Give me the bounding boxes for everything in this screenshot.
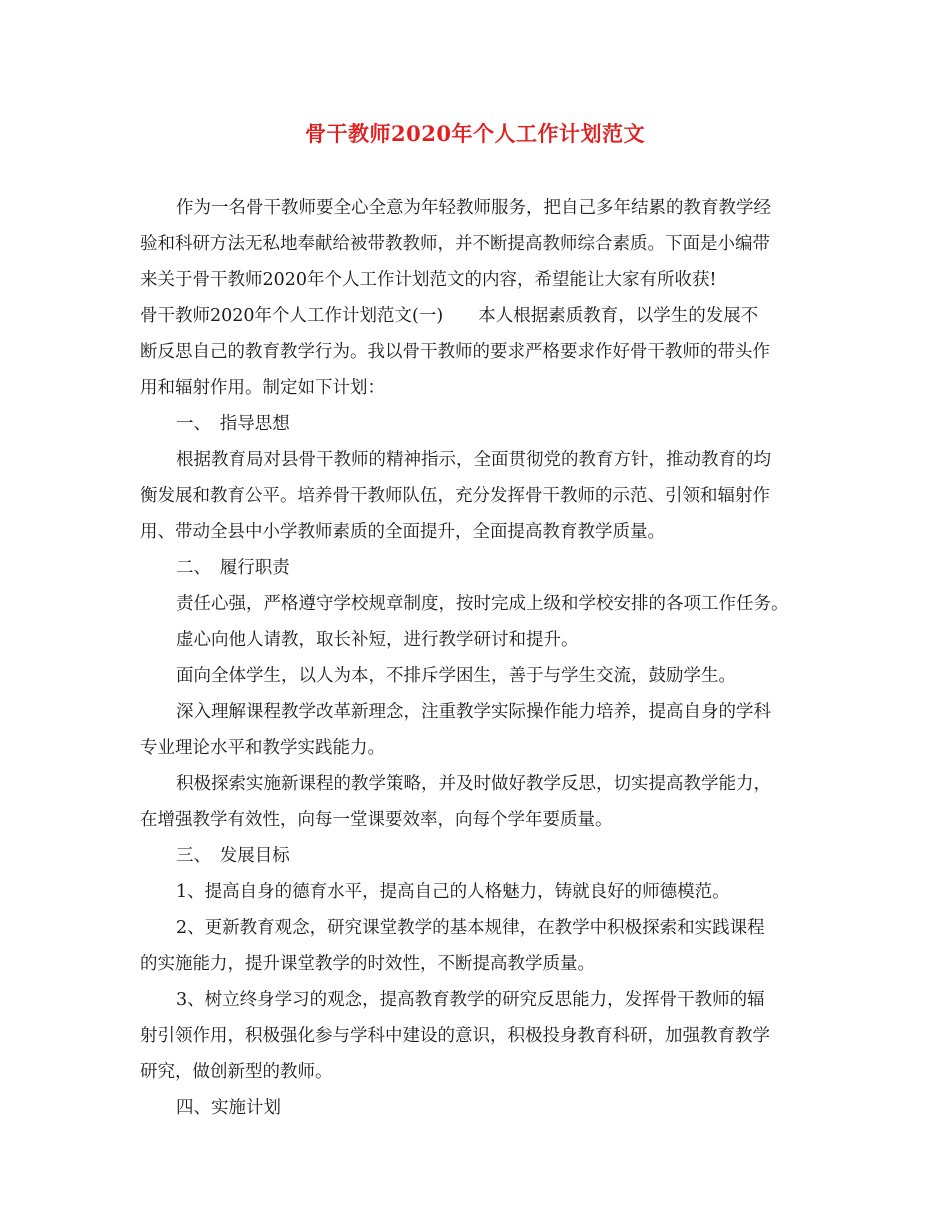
body-line: 作为一名骨干教师要全心全意为年轻教师服务，把自己多年结累的教育教学经	[176, 198, 771, 218]
body-line: 根据教育局对县骨干教师的精神指示，全面贯彻党的教育方针，推动教育的均	[176, 450, 771, 470]
body-line: 2、更新教育观念，研究课堂教学的基本规律，在教学中积极探索和实践课程	[176, 918, 765, 938]
section-heading: 一、 指导思想	[176, 414, 290, 434]
section-heading: 三、 发展目标	[176, 846, 290, 866]
body-line: 的实施能力，提升课堂教学的时效性，不断提高教学质量。	[140, 954, 595, 974]
body-line: 用和辐射作用。制定如下计划：	[140, 378, 385, 398]
body-line: 积极探索实施新课程的教学策略，并及时做好教学反思，切实提高教学能力，	[176, 774, 771, 794]
body-line: 1、提高自身的德育水平，提高自己的人格魅力，铸就良好的师德模范。	[176, 882, 730, 902]
body-line: 验和科研方法无私地奉献给被带教教师，并不断提高教师综合素质。下面是小编带	[140, 234, 770, 254]
body-line: 在增强教学有效性，向每一堂课要效率，向每个学年要质量。	[140, 810, 613, 830]
body-line: 3、树立终身学习的观念，提高教育教学的研究反思能力，发挥骨干教师的辐	[176, 990, 765, 1010]
body-line: 专业理论水平和教学实践能力。	[140, 738, 385, 758]
body-line: 断反思自己的教育教学行为。我以骨干教师的要求严格要求作好骨干教师的带头作	[140, 342, 770, 362]
document-title: 骨干教师2020年个人工作计划范文	[305, 121, 645, 146]
body-line: 用、带动全县中小学教师素质的全面提升，全面提高教育教学质量。	[140, 522, 665, 542]
body-line: 责任心强，严格遵守学校规章制度，按时完成上级和学校安排的各项工作任务。	[176, 594, 789, 614]
section-heading: 四、实施计划	[176, 1098, 281, 1118]
body-line: 衡发展和教育公平。培养骨干教师队伍，充分发挥骨干教师的示范、引领和辐射作	[140, 486, 770, 506]
body-line: 深入理解课程教学改革新理念，注重教学实际操作能力培养，提高自身的学科	[176, 702, 771, 722]
section-heading: 二、 履行职责	[176, 558, 290, 578]
body-line: 虚心向他人请教，取长补短，进行教学研讨和提升。	[176, 630, 579, 650]
body-line: 骨干教师2020年个人工作计划范文(一) 本人根据素质教育，以学生的发展不	[140, 306, 759, 326]
body-line: 面向全体学生，以人为本，不排斥学困生，善于与学生交流，鼓励学生。	[176, 666, 736, 686]
body-line: 来关于骨干教师2020年个人工作计划范文的内容，希望能让大家有所收获!	[140, 270, 717, 290]
body-line: 研究，做创新型的教师。	[140, 1062, 333, 1082]
body-line: 射引领作用，积极强化参与学科中建设的意识，积极投身教育科研，加强教育教学	[140, 1026, 770, 1046]
